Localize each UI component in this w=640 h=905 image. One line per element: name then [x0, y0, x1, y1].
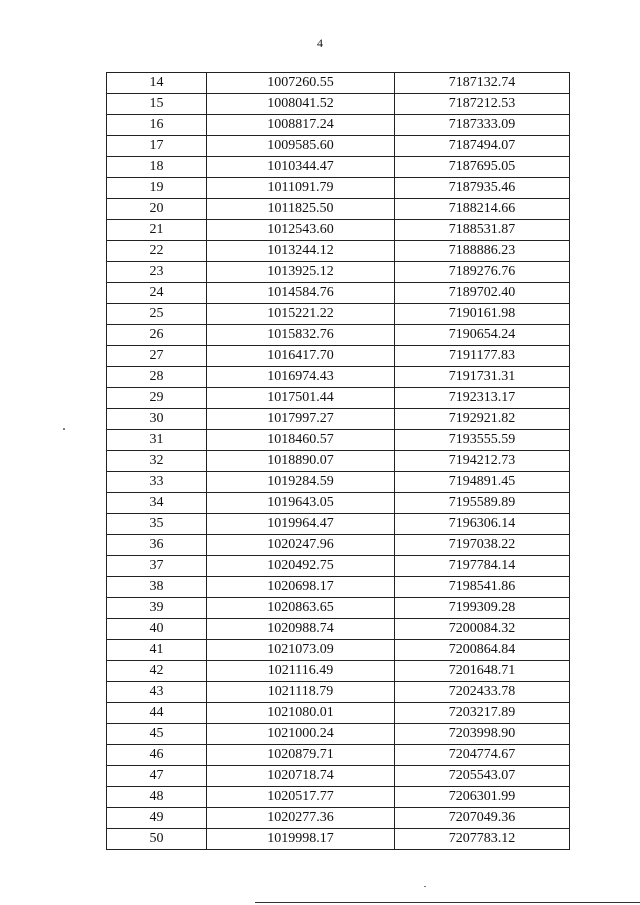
y-coordinate-cell: 7191177.83: [395, 346, 570, 367]
table-row: [107, 766, 570, 787]
table-row: [107, 220, 570, 241]
x-coordinate-cell: 1013925.12: [207, 262, 395, 283]
point-number-cell: 27: [107, 346, 207, 367]
point-number-cell: 15: [107, 94, 207, 115]
table-row: [107, 787, 570, 808]
scan-speck: [63, 428, 65, 430]
table-row: [107, 703, 570, 724]
y-coordinate-cell: 7200084.32: [395, 619, 570, 640]
point-number-cell: 24: [107, 283, 207, 304]
x-coordinate-cell: 1018460.57: [207, 430, 395, 451]
table-row: [107, 808, 570, 829]
table-row: [107, 199, 570, 220]
y-coordinate-cell: 7206301.99: [395, 787, 570, 808]
x-coordinate-cell: 1020718.74: [207, 766, 395, 787]
point-number-cell: 45: [107, 724, 207, 745]
x-coordinate-cell: 1014584.76: [207, 283, 395, 304]
y-coordinate-cell: 7205543.07: [395, 766, 570, 787]
x-coordinate-cell: 1016417.70: [207, 346, 395, 367]
table-row: [107, 304, 570, 325]
x-coordinate-cell: 1020277.36: [207, 808, 395, 829]
y-coordinate-cell: 7188886.23: [395, 241, 570, 262]
point-number-cell: 43: [107, 682, 207, 703]
page-edge-line: [255, 902, 640, 903]
y-coordinate-cell: 7192921.82: [395, 409, 570, 430]
x-coordinate-cell: 1020879.71: [207, 745, 395, 766]
x-coordinate-cell: 1019998.17: [207, 829, 395, 850]
table-row: [107, 829, 570, 850]
y-coordinate-cell: 7201648.71: [395, 661, 570, 682]
y-coordinate-cell: 7188214.66: [395, 199, 570, 220]
x-coordinate-cell: 1021080.01: [207, 703, 395, 724]
point-number-cell: 31: [107, 430, 207, 451]
y-coordinate-cell: 7193555.59: [395, 430, 570, 451]
x-coordinate-cell: 1021118.79: [207, 682, 395, 703]
point-number-cell: 40: [107, 619, 207, 640]
table-row: [107, 367, 570, 388]
y-coordinate-cell: 7203217.89: [395, 703, 570, 724]
table-row: [107, 283, 570, 304]
point-number-cell: 50: [107, 829, 207, 850]
y-coordinate-cell: 7195589.89: [395, 493, 570, 514]
point-number-cell: 30: [107, 409, 207, 430]
y-coordinate-cell: 7203998.90: [395, 724, 570, 745]
table-row: [107, 73, 570, 94]
y-coordinate-cell: 7196306.14: [395, 514, 570, 535]
page-number: 4: [317, 36, 323, 50]
table-row: [107, 682, 570, 703]
table-row: [107, 388, 570, 409]
y-coordinate-cell: 7199309.28: [395, 598, 570, 619]
x-coordinate-cell: 1015221.22: [207, 304, 395, 325]
x-coordinate-cell: 1020517.77: [207, 787, 395, 808]
point-number-cell: 35: [107, 514, 207, 535]
y-coordinate-cell: 7187333.09: [395, 115, 570, 136]
table-row: [107, 640, 570, 661]
y-coordinate-cell: 7187935.46: [395, 178, 570, 199]
x-coordinate-cell: 1015832.76: [207, 325, 395, 346]
table-row: [107, 598, 570, 619]
table-row: [107, 136, 570, 157]
point-number-cell: 34: [107, 493, 207, 514]
table-row: [107, 472, 570, 493]
table-row: [107, 451, 570, 472]
y-coordinate-cell: 7190654.24: [395, 325, 570, 346]
table-row: [107, 346, 570, 367]
point-number-cell: 23: [107, 262, 207, 283]
x-coordinate-cell: 1020863.65: [207, 598, 395, 619]
y-coordinate-cell: 7207049.36: [395, 808, 570, 829]
y-coordinate-cell: 7190161.98: [395, 304, 570, 325]
x-coordinate-cell: 1019964.47: [207, 514, 395, 535]
point-number-cell: 33: [107, 472, 207, 493]
x-coordinate-cell: 1017501.44: [207, 388, 395, 409]
y-coordinate-cell: 7202433.78: [395, 682, 570, 703]
y-coordinate-cell: 7204774.67: [395, 745, 570, 766]
point-number-cell: 39: [107, 598, 207, 619]
x-coordinate-cell: 1019284.59: [207, 472, 395, 493]
table-row: [107, 535, 570, 556]
table-row: [107, 325, 570, 346]
coordinates-table-body: [107, 73, 570, 850]
x-coordinate-cell: 1009585.60: [207, 136, 395, 157]
table-row: [107, 556, 570, 577]
table-row: [107, 409, 570, 430]
point-number-cell: 48: [107, 787, 207, 808]
y-coordinate-cell: 7200864.84: [395, 640, 570, 661]
y-coordinate-cell: 7207783.12: [395, 829, 570, 850]
x-coordinate-cell: 1018890.07: [207, 451, 395, 472]
point-number-cell: 16: [107, 115, 207, 136]
y-coordinate-cell: 7187494.07: [395, 136, 570, 157]
x-coordinate-cell: 1020698.17: [207, 577, 395, 598]
x-coordinate-cell: 1020247.96: [207, 535, 395, 556]
scan-speck: [424, 886, 426, 887]
point-number-cell: 47: [107, 766, 207, 787]
table-row: [107, 94, 570, 115]
point-number-cell: 14: [107, 73, 207, 94]
y-coordinate-cell: 7187132.74: [395, 73, 570, 94]
point-number-cell: 36: [107, 535, 207, 556]
x-coordinate-cell: 1011091.79: [207, 178, 395, 199]
y-coordinate-cell: 7194891.45: [395, 472, 570, 493]
y-coordinate-cell: 7187695.05: [395, 157, 570, 178]
x-coordinate-cell: 1020492.75: [207, 556, 395, 577]
y-coordinate-cell: 7188531.87: [395, 220, 570, 241]
point-number-cell: 38: [107, 577, 207, 598]
x-coordinate-cell: 1010344.47: [207, 157, 395, 178]
y-coordinate-cell: 7197784.14: [395, 556, 570, 577]
point-number-cell: 37: [107, 556, 207, 577]
table-row: [107, 241, 570, 262]
x-coordinate-cell: 1021073.09: [207, 640, 395, 661]
table-row: [107, 661, 570, 682]
y-coordinate-cell: 7198541.86: [395, 577, 570, 598]
point-number-cell: 28: [107, 367, 207, 388]
point-number-cell: 44: [107, 703, 207, 724]
x-coordinate-cell: 1007260.55: [207, 73, 395, 94]
table-row: [107, 577, 570, 598]
x-coordinate-cell: 1008817.24: [207, 115, 395, 136]
x-coordinate-cell: 1021116.49: [207, 661, 395, 682]
y-coordinate-cell: 7191731.31: [395, 367, 570, 388]
point-number-cell: 41: [107, 640, 207, 661]
point-number-cell: 25: [107, 304, 207, 325]
point-number-cell: 20: [107, 199, 207, 220]
table-row: [107, 430, 570, 451]
coordinates-table: [106, 72, 570, 850]
point-number-cell: 42: [107, 661, 207, 682]
table-row: [107, 262, 570, 283]
table-row: [107, 724, 570, 745]
point-number-cell: 19: [107, 178, 207, 199]
point-number-cell: 29: [107, 388, 207, 409]
x-coordinate-cell: 1016974.43: [207, 367, 395, 388]
x-coordinate-cell: 1019643.05: [207, 493, 395, 514]
table-row: [107, 157, 570, 178]
y-coordinate-cell: 7192313.17: [395, 388, 570, 409]
point-number-cell: 17: [107, 136, 207, 157]
table-row: [107, 514, 570, 535]
point-number-cell: 18: [107, 157, 207, 178]
point-number-cell: 21: [107, 220, 207, 241]
x-coordinate-cell: 1012543.60: [207, 220, 395, 241]
point-number-cell: 26: [107, 325, 207, 346]
x-coordinate-cell: 1021000.24: [207, 724, 395, 745]
y-coordinate-cell: 7194212.73: [395, 451, 570, 472]
point-number-cell: 46: [107, 745, 207, 766]
y-coordinate-cell: 7197038.22: [395, 535, 570, 556]
table-row: [107, 115, 570, 136]
y-coordinate-cell: 7187212.53: [395, 94, 570, 115]
x-coordinate-cell: 1020988.74: [207, 619, 395, 640]
x-coordinate-cell: 1011825.50: [207, 199, 395, 220]
x-coordinate-cell: 1008041.52: [207, 94, 395, 115]
x-coordinate-cell: 1013244.12: [207, 241, 395, 262]
point-number-cell: 32: [107, 451, 207, 472]
point-number-cell: 22: [107, 241, 207, 262]
point-number-cell: 49: [107, 808, 207, 829]
table-row: [107, 745, 570, 766]
x-coordinate-cell: 1017997.27: [207, 409, 395, 430]
y-coordinate-cell: 7189276.76: [395, 262, 570, 283]
table-row: [107, 619, 570, 640]
y-coordinate-cell: 7189702.40: [395, 283, 570, 304]
table-row: [107, 178, 570, 199]
table-row: [107, 493, 570, 514]
